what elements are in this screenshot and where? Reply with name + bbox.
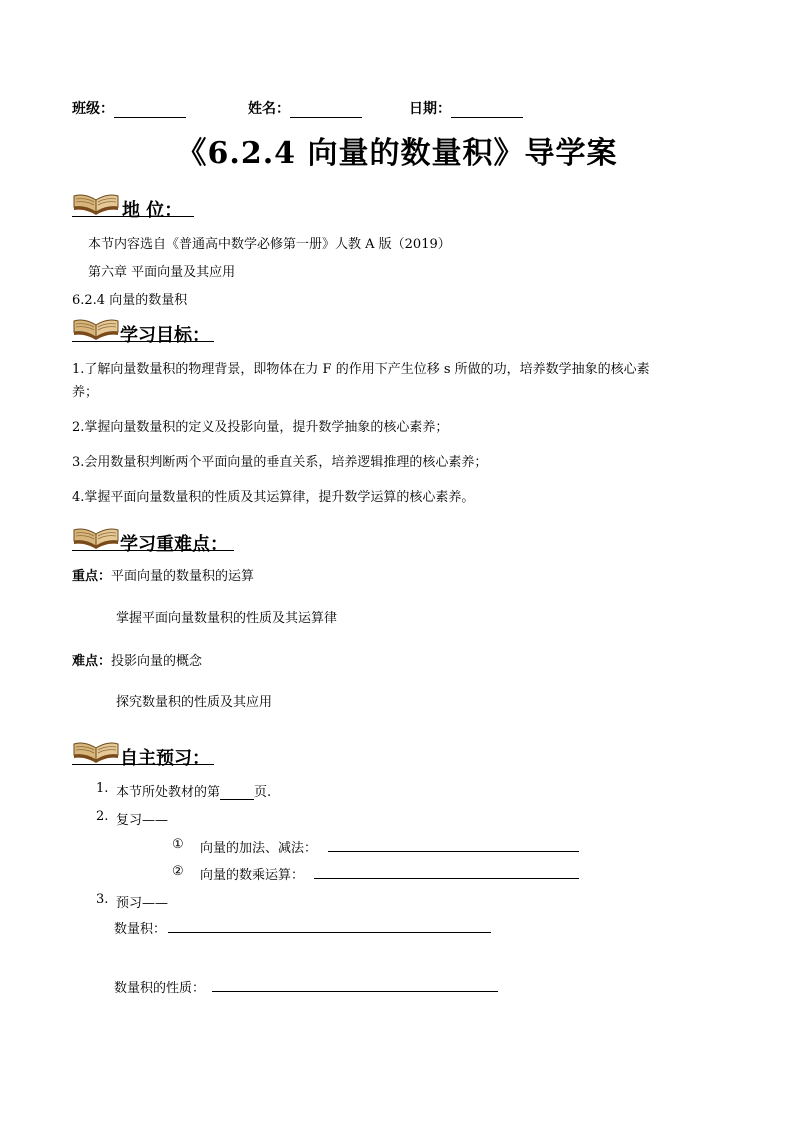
class-label: 班级： xyxy=(72,101,114,117)
answer-line-dot-product[interactable] xyxy=(168,932,491,933)
goal-item-4: 4.掌握平面向量数量积的性质及其运算律，提升数学运算的核心素养。 xyxy=(72,490,475,505)
answer-line-scalar[interactable] xyxy=(314,878,579,879)
position-line-2: 第六章 平面向量及其应用 xyxy=(88,265,236,280)
class-field xyxy=(72,98,186,118)
book-icon xyxy=(72,524,120,550)
book-icon xyxy=(72,190,120,216)
key-text-2: 掌握平面向量数量积的性质及其运算律 xyxy=(116,611,338,626)
preview-q3-text: 预习—— xyxy=(116,896,169,911)
goal-item-2: 2.掌握向量数量积的定义及投影向量，提升数学抽象的核心素养； xyxy=(72,420,449,435)
section-underline xyxy=(72,550,234,551)
section-underline xyxy=(72,764,214,765)
section-underline xyxy=(72,341,214,342)
key-row-1 xyxy=(72,565,254,584)
section-heading-key-points: 学习重难点： xyxy=(120,534,228,555)
answer-line-add-sub[interactable] xyxy=(328,851,579,852)
name-label: 姓名： xyxy=(248,101,290,117)
key-label: 重点： xyxy=(72,569,112,584)
section-underline xyxy=(72,216,194,217)
date-blank[interactable] xyxy=(451,103,523,118)
difficulty-text-1: 投影向量的概念 xyxy=(111,654,203,669)
page-number-blank[interactable] xyxy=(220,785,254,800)
date-label: 日期： xyxy=(409,101,451,117)
goal-item-1-cont: 养； xyxy=(72,385,99,400)
preview-q1 xyxy=(116,781,271,800)
preview-q1-post: 页. xyxy=(254,785,272,800)
position-line-1: 本节内容选自《普通高中数学必修第一册》人教 A 版（2019） xyxy=(88,237,451,252)
position-line-3: 6.2.4 向量的数量积 xyxy=(72,293,188,308)
name-blank[interactable] xyxy=(290,103,362,118)
preview-q2-number: 2. xyxy=(96,809,109,824)
book-icon xyxy=(72,315,120,341)
book-icon xyxy=(72,738,120,764)
answer-line-properties[interactable] xyxy=(212,991,498,992)
goal-item-3: 3.会用数量积判断两个平面向量的垂直关系，培养逻辑推理的核心素养； xyxy=(72,455,488,470)
section-heading-goals: 学习目标： xyxy=(120,325,210,346)
preview-q1-pre: 本节所处教材的第 xyxy=(116,785,221,800)
preview-q2a-text: 向量的加法、减法： xyxy=(200,841,318,856)
name-field xyxy=(248,98,362,118)
preview-q2-text: 复习—— xyxy=(116,813,169,828)
difficulty-text-2: 探究数量积的性质及其应用 xyxy=(116,695,273,710)
preview-q3a-text: 数量积： xyxy=(114,922,167,937)
class-blank[interactable] xyxy=(114,103,186,118)
goal-item-1: 1.了解向量数量积的物理背景，即物体在力 F 的作用下产生位移 s 所做的功，培养数学抽象的核心素 xyxy=(72,362,650,377)
date-field xyxy=(409,98,523,118)
section-heading-position: 地 位： xyxy=(122,200,183,221)
preview-q3-number: 3. xyxy=(96,892,109,907)
difficulty-label: 难点： xyxy=(72,654,112,669)
preview-q1-number: 1. xyxy=(96,781,109,796)
preview-q2b-text: 向量的数乘运算： xyxy=(200,868,305,883)
difficulty-row-1 xyxy=(72,650,202,669)
page-title: 《6.2.4 向量的数量积》导学案 xyxy=(176,136,618,171)
key-text-1: 平面向量的数量积的运算 xyxy=(111,569,255,584)
section-heading-preview: 自主预习： xyxy=(120,748,210,769)
preview-q2a-mark: ① xyxy=(172,837,184,852)
preview-q2b-mark: ② xyxy=(172,864,184,879)
preview-q3b-text: 数量积的性质： xyxy=(114,981,206,996)
